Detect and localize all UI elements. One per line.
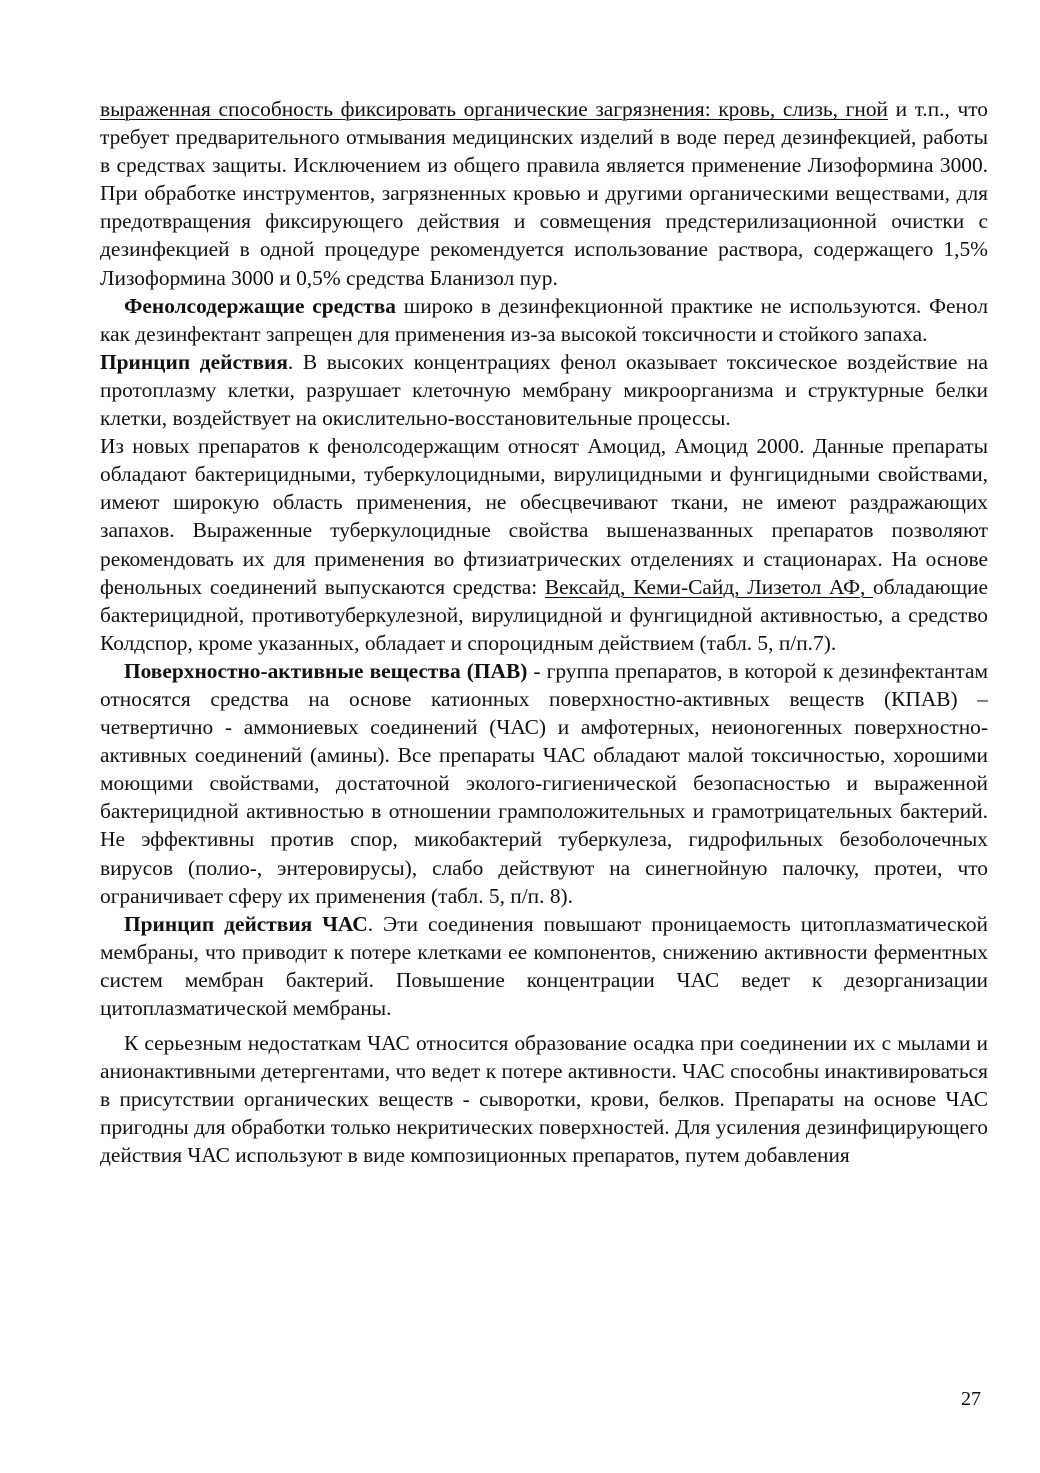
paragraph-text: . В высоких концентрациях фенол оказывает токсическое воздействие на протоплазму клетки, разрушает клеточную мембрану микроорганизма и структурные белки клетки, воздействует на окислительно-восстановительные процессы.: [100, 349, 988, 431]
paragraph-text: широко в дезинфекционной практике не используются. Фенол как дезинфектант запрещен для применения из-за высокой токсичности и стойкого запаха.: [100, 293, 988, 346]
paragraph-new-phenol-preparations: [100, 432, 988, 657]
underlined-phrase: Вексайд, Кеми-Сайд, Лизетол АФ,: [544, 574, 873, 599]
paragraph-quat-principle: [100, 910, 988, 1022]
section-term: Поверхностно-активные вещества (ПАВ): [124, 658, 528, 683]
paragraph-text: К серьезным недостаткам ЧАС относится образование осадка при соединении их с мылами и анионактивными детергентами, что ведет к потере активности. ЧАС способны инактивироваться в присутствии органических веществ - сыворотки, крови, белков. Препараты на основе ЧАС пригодны для обработки только некритических поверхностей. Для усиления дезинфицирующего действия ЧАС используют в виде композиционных препаратов, путем добавления: [100, 1031, 988, 1168]
paragraph-text: . Эти соединения повышают проницаемость цитоплазматической мембраны, что приводит к потере клетками ее компонентов, снижению активности ферментных систем мембран бактерий. Повышение концентрации ЧАС ведет к дезорганизации цитоплазматической мембраны.: [100, 911, 988, 1020]
page-body: [100, 95, 988, 1170]
paragraph-text: обладающие бактерицидной, противотуберкулезной, вирулицидной и фунгицидной активностью, а средство Колдспор, кроме указанных, обладает и спороцидным действием (табл. 5, п/п.7).: [100, 574, 988, 655]
paragraph-text: и т.п., что требует предварительного отмывания медицинских изделий в воде перед дезинфекцией, работы в средствах защиты. Исключением из общего правила является применение Лизоформина 3000. При обработке инструментов, загрязненных кровью и другими органическими веществами, для предотвращения фиксирующего действия и совмещения предстерилизационной очистки с дезинфекцией в одной процедуре рекомендуется использование раствора, содержащего 1,5% Лизоформина 3000 и 0,5% средства Бланизол пур.: [100, 97, 988, 290]
paragraph-surfactants: [100, 657, 988, 910]
page-number: 27: [961, 1388, 981, 1410]
paragraph-text: Из новых препаратов к фенолсодержащим относят Амоцид, Амоцид 2000. Данные препараты обладают бактерицидными, туберкулоцидными, вирулицидными и фунгицидными свойствами, имеют широкую область применения, не обесцвечивают ткани, не имеют раздражающих запахов. Выраженные туберкулоцидные свойства вышеназванных препаратов позволяют рекомендовать их для применения во фтизиатрических отделениях и стационарах. На основе фенольных соединений выпускаются средства:: [100, 434, 988, 599]
underlined-phrase: выраженная способность фиксировать органические загрязнения: кровь, слизь, гной: [100, 97, 888, 121]
paragraph-phenol-principle: [100, 348, 988, 432]
paragraph-fixation: [100, 95, 988, 292]
section-term: Фенолсодержащие средства: [124, 293, 396, 318]
section-term: Принцип действия: [100, 349, 288, 374]
paragraph-text: - группа препаратов, в которой к дезинфектантам относятся средства на основе катионных поверхностно-активных веществ (КПАВ) – четвертично - аммониевых соединений (ЧАС) и амфотерных, неионогенных поверхностно-активных соединений (амины). Все препараты ЧАС обладают малой токсичностью, хорошими моющими свойствами, достаточной эколого-гигиенической безопасностью и выраженной бактерицидной активностью в отношении грамположительных и грамотрицательных бактерий. Не эффективны против спор, микобактерий туберкулеза, гидрофильных безоболочечных вирусов (полио-, энтеровирусы), слабо действуют на синегнойную палочку, протеи, что ограничивает сферу их применения (табл. 5, п/п. 8).: [100, 658, 989, 908]
paragraph-quat-drawbacks: [100, 1029, 988, 1169]
section-term: Принцип действия ЧАС: [124, 911, 368, 936]
paragraph-phenol-agents: [100, 292, 988, 348]
